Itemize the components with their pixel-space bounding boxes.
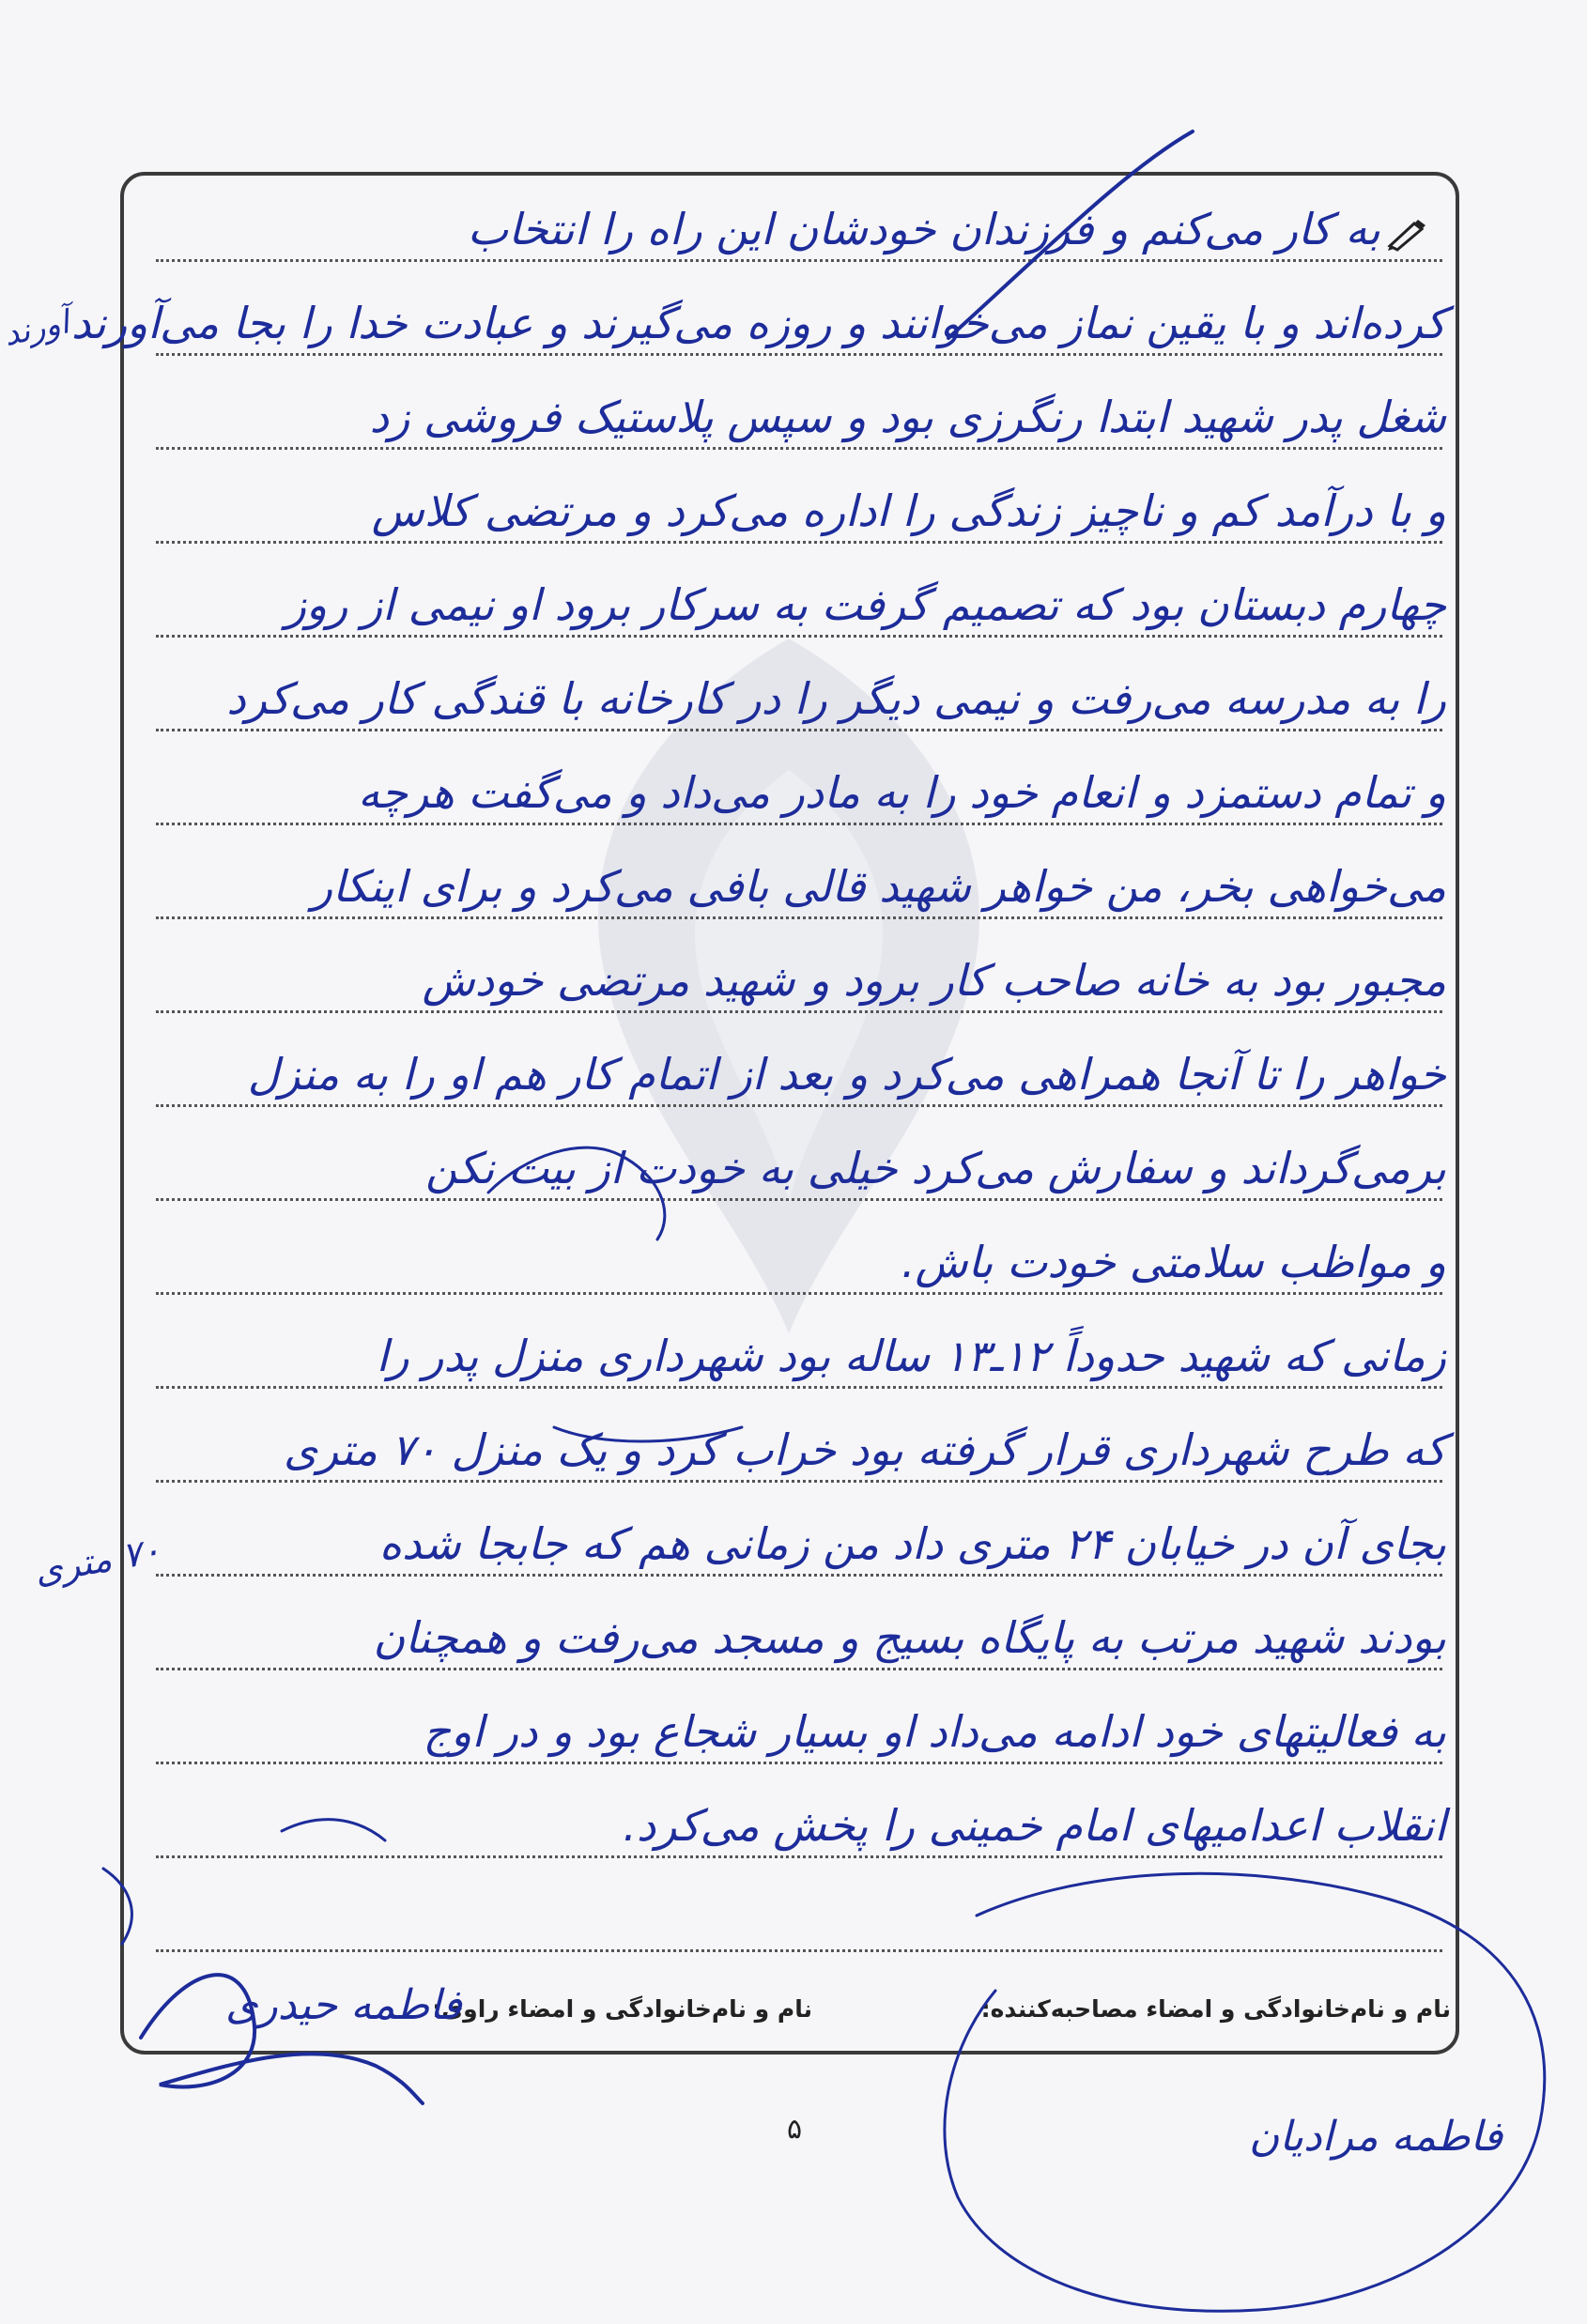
handwritten-line: و تمام دستمزد و انعام خود را به مادر می‌داد و می‌گفت هرچه bbox=[358, 767, 1446, 818]
margin-note: ۷۰ متری bbox=[31, 1529, 164, 1593]
margin-note: آورند bbox=[0, 303, 72, 354]
handwritten-line: کرده‌اند و با یقین نماز می‌خوانند و روزه می‌گیرند و عبادت خدا را بجا می‌آورند bbox=[70, 298, 1446, 348]
narrator-signature: فاطمه حیدری bbox=[225, 1981, 462, 2029]
handwritten-line: به فعالیتهای خود ادامه می‌داد او بسیار شجاع بود و در اوج bbox=[423, 1706, 1446, 1757]
handwritten-line: به کار می‌کنم و فرزندان خودشان این راه را انتخاب bbox=[467, 204, 1380, 254]
narrator-signature-label: نام و نام‌خانوادگی و امضاء راوی: bbox=[432, 1995, 812, 2023]
page-number: ۵ bbox=[787, 2113, 803, 2146]
handwritten-line: انقلاب اعدامیهای امام خمینی را پخش می‌کرد. bbox=[623, 1800, 1446, 1851]
handwritten-line: چهارم دبستان بود که تصمیم گرفت به سرکار برود او نیمی از روز bbox=[285, 579, 1446, 630]
handwritten-line: خواهر را تا آنجا همراهی می‌کرد و بعد از اتمام کار هم او را به منزل bbox=[247, 1049, 1446, 1100]
handwritten-line: بودند شهید مرتب به پایگاه بسیج و مسجد می‌رفت و همچنان bbox=[373, 1612, 1446, 1663]
handwritten-line: بجای آن در خیابان ۲۴ متری داد من زمانی هم که جابجا شده bbox=[378, 1518, 1446, 1569]
handwritten-line: برمی‌گرداند و سفارش می‌کرد خیلی به خودت از بیت نکن bbox=[425, 1143, 1446, 1193]
interviewer-signature: فاطمه مرادیان bbox=[1249, 2113, 1503, 2161]
handwritten-line: می‌خواهی بخر، من خواهر شهید قالی بافی می‌کرد و برای اینکار bbox=[311, 861, 1446, 912]
handwritten-line: شغل پدر شهید ابتدا رنگرزی بود و سپس پلاستیک فروشی زد bbox=[369, 392, 1446, 442]
writing-rule bbox=[156, 1949, 1442, 1952]
handwritten-line: زمانی که شهید حدوداً ۱۲ـ۱۳ ساله بود شهرداری منزل پدر را bbox=[376, 1331, 1446, 1381]
handwritten-line: و مواظب سلامتی خودت باش. bbox=[901, 1237, 1446, 1287]
handwritten-line: مجبور بود به خانه صاحب کار برود و شهید مرتضی خودش bbox=[422, 955, 1446, 1006]
handwritten-line: که طرح شهرداری قرار گرفته بود خراب کرد و یک منزل ۷۰ متری bbox=[283, 1424, 1446, 1475]
handwritten-line: و با درآمد کم و ناچیز زندگی را اداره می‌کرد و مرتضی کلاس bbox=[371, 485, 1446, 536]
interviewer-signature-label: نام و نام‌خانوادگی و امضاء مصاحبه‌کننده: bbox=[980, 1995, 1451, 2023]
handwritten-line: را به مدرسه می‌رفت و نیمی دیگر را در کارخانه با قندگی کار می‌کرد bbox=[226, 673, 1446, 724]
